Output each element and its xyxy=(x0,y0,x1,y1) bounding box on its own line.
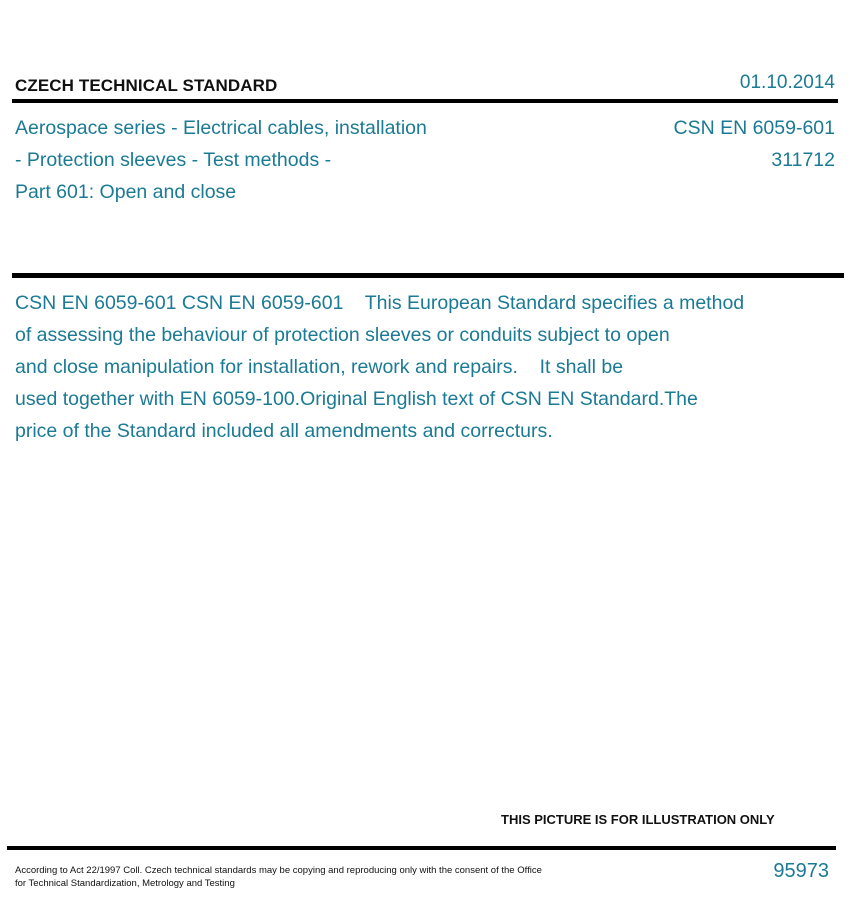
document-id: 95973 xyxy=(773,860,829,882)
document-title-line-3: Part 601: Open and close xyxy=(15,181,237,203)
footer-divider xyxy=(7,846,836,850)
standard-number: CSN EN 6059-601 xyxy=(673,117,835,139)
standard-type-heading: CZECH TECHNICAL STANDARD xyxy=(15,76,278,95)
document-title-line-2: - Protection sleeves - Test methods - xyxy=(15,149,332,171)
legal-notice-line-2: for Technical Standardization, Metrology and Testing xyxy=(15,878,235,889)
abstract-line-3: and close manipulation for installation, rework and repairs. It shall be xyxy=(15,356,624,378)
title-divider xyxy=(12,273,844,278)
abstract-line-5: price of the Standard included all amendments and correcturs. xyxy=(15,420,553,442)
publication-date: 01.10.2014 xyxy=(739,72,835,93)
document-title-line-1: Aerospace series - Electrical cables, installation xyxy=(15,117,427,139)
abstract-line-4: used together with EN 6059-100.Original English text of CSN EN Standard.The xyxy=(15,388,698,410)
classification-number: 311712 xyxy=(771,149,835,171)
abstract-line-2: of assessing the behaviour of protection sleeves or conduits subject to open xyxy=(15,324,670,346)
legal-notice-line-1: According to Act 22/1997 Coll. Czech technical standards may be copying and reproducing only with the consent of the Office xyxy=(15,865,542,876)
abstract-line-1: CSN EN 6059-601 CSN EN 6059-601 This European Standard specifies a method xyxy=(15,292,745,314)
illustration-disclaimer: THIS PICTURE IS FOR ILLUSTRATION ONLY xyxy=(501,812,775,827)
header-divider xyxy=(12,99,838,103)
